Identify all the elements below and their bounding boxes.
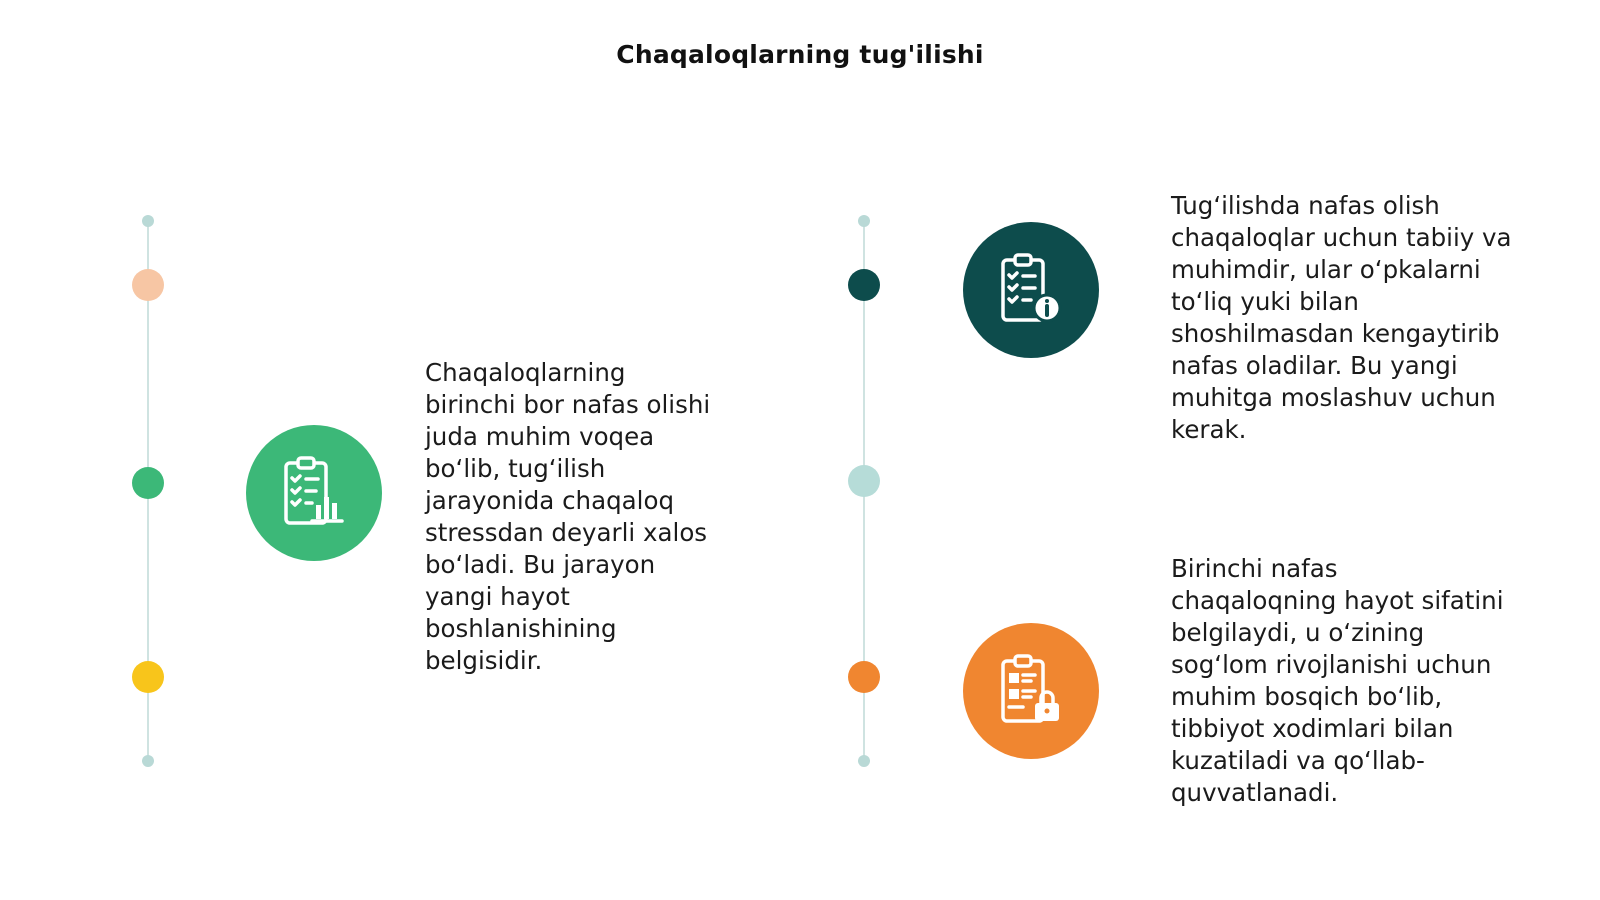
- right-timeline: [849, 215, 879, 767]
- clipboard-chart-icon: [274, 453, 354, 533]
- timeline-cap-bottom: [858, 755, 870, 767]
- timeline-dot-yellow: [132, 661, 164, 693]
- clipboard-info-icon: [991, 250, 1071, 330]
- timeline-cap-top: [142, 215, 154, 227]
- timeline-dot-green: [132, 467, 164, 499]
- timeline-dot-light-teal: [848, 465, 880, 497]
- timeline-cap-top: [858, 215, 870, 227]
- badge-dark-teal: [963, 222, 1099, 358]
- clipboard-lock-icon: [991, 651, 1071, 731]
- left-timeline: [133, 215, 163, 767]
- timeline-dot-orange: [848, 661, 880, 693]
- badge-orange: [963, 623, 1099, 759]
- badge-green: [246, 425, 382, 561]
- page-title: Chaqaloqlarning tug'ilishi: [616, 40, 984, 69]
- timeline-dot-dark-teal: [848, 269, 880, 301]
- timeline-cap-bottom: [142, 755, 154, 767]
- timeline-dot-peach: [132, 269, 164, 301]
- description-2: Tug‘ilishda nafas olish chaqaloqlar uchun tabiiy va muhimdir, ular o‘pkalarni to‘liq yuki bilan shoshilmasdan kengaytirib nafas oladilar. Bu yangi muhitga moslashuv uchun kerak.: [1171, 191, 1512, 444]
- description-1: Chaqaloqlarning birinchi bor nafas olishi juda muhim voqea bo‘lib, tug‘ilish jarayonida chaqaloq stressdan deyarli xalos bo‘ladi. Bu jarayon yangi hayot boshlanishining belgisidir.: [425, 358, 711, 675]
- description-3: Birinchi nafas chaqaloqning hayot sifatini belgilaydi, u o‘zining sog‘lom rivojlanishi uchun muhim bosqich bo‘lib, tibbiyot xodimlari bilan kuzatiladi va qo‘llab- quvvatlanadi.: [1171, 554, 1504, 807]
